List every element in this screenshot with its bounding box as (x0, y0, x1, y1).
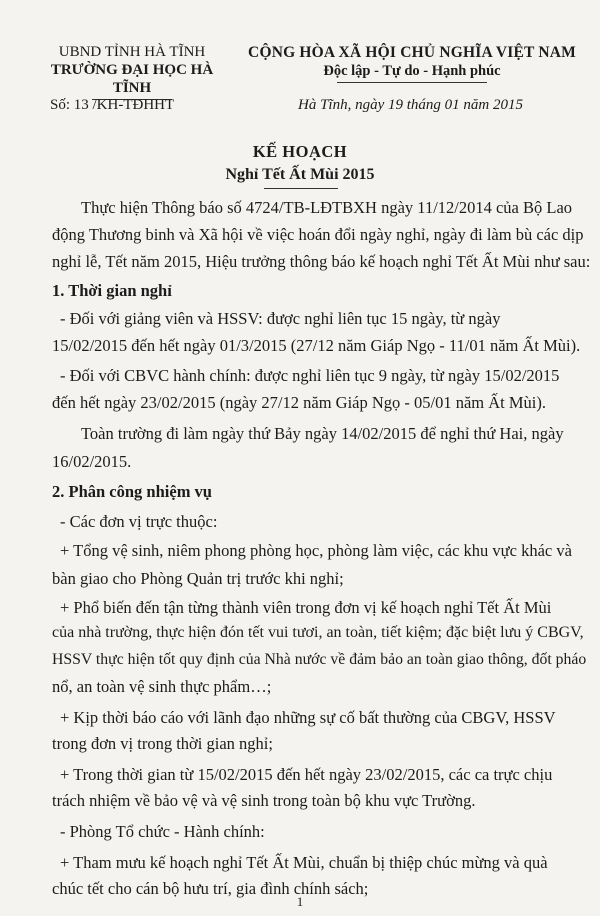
body-line: 15/02/2015 đến hết ngày 01/3/2015 (27/12 năm Giáp Ngọ - 11/01 năm Ất Mùi). (52, 336, 581, 355)
body-line: 16/02/2015. (52, 452, 132, 471)
national-motto (244, 44, 580, 83)
body-line: + Tham mưu kế hoạch nghỉ Tết Ất Mùi, chuẩn bị thiệp chúc mừng và quà (60, 853, 548, 872)
issuing-organization (32, 44, 232, 100)
body-line: Thực hiện Thông báo số 4724/TB-LĐTBXH ngày 11/12/2014 của Bộ Lao (81, 198, 573, 217)
body-line: bàn giao cho Phòng Quản trị trước khi nghỉ; (52, 569, 344, 588)
body-line: HSSV thực hiện tốt quy định của Nhà nước về đảm bảo an toàn giao thông, đốt pháo (52, 651, 587, 668)
org-province: UBND TỈNH HÀ TĨNH (58, 44, 206, 60)
nation-name: CỘNG HÒA XÃ HỘI CHỦ NGHĨA VIỆT NAM (248, 44, 576, 61)
section-heading-2: 2. Phân công nhiệm vụ (52, 482, 212, 501)
motto: Độc lập - Tự do - Hạnh phúc (323, 63, 501, 79)
section-heading-1: 1. Thời gian nghỉ (52, 281, 172, 300)
body-line: trong đơn vị trong thời gian nghỉ; (52, 734, 273, 753)
document-number: Số: 13 /KH-TĐHHT (50, 97, 175, 113)
body-line: Toàn trường đi làm ngày thứ Bảy ngày 14/02/2015 để nghỉ thứ Hai, ngày (81, 424, 564, 443)
body-line: - Đối với CBVC hành chính: được nghỉ liên tục 9 ngày, từ ngày 15/02/2015 (60, 366, 560, 385)
body-line: của nhà trường, thực hiện đón tết vui tươi, an toàn, tiết kiệm; đặc biệt lưu ý CBGV, (52, 624, 584, 641)
body-line: trách nhiệm về bảo vệ và vệ sinh trong toàn bộ khu vực Trường. (52, 791, 476, 810)
org-school: TRƯỜNG ĐẠI HỌC HÀ TĨNH (50, 62, 214, 96)
body-line: + Phổ biến đến tận từng thành viên trong đơn vị kế hoạch nghỉ Tết Ất Mùi (60, 598, 552, 617)
body-line: chúc tết cho cán bộ hưu trí, gia đình chính sách; (52, 879, 369, 898)
body-line: nghỉ lễ, Tết năm 2015, Hiệu trưởng thông báo kế hoạch nghỉ Tết Ất Mùi như sau: (52, 252, 591, 271)
body-line: - Các đơn vị trực thuộc: (60, 512, 218, 531)
title-underline (264, 188, 338, 189)
body-line: - Phòng Tổ chức - Hành chính: (60, 822, 265, 841)
document-title: KẾ HOẠCH (252, 142, 348, 161)
body-line: + Kịp thời báo cáo với lãnh đạo những sự cố bất thường của CBGV, HSSV (60, 708, 556, 727)
body-line: + Tổng vệ sinh, niêm phong phòng học, phòng làm việc, các khu vực khác và (60, 541, 572, 560)
place-and-date: Hà Tĩnh, ngày 19 tháng 01 năm 2015 (298, 97, 523, 113)
motto-underline (337, 82, 487, 83)
body-line: đến hết ngày 23/02/2015 (ngày 27/12 năm Giáp Ngọ - 05/01 năm Ất Mùi). (52, 393, 547, 412)
body-line: nổ, an toàn vệ sinh thực phẩm…; (52, 677, 272, 696)
body-line: động Thương binh và Xã hội về việc hoán đổi ngày nghỉ, ngày đi làm bù các dịp (52, 225, 584, 244)
page-number: 1 (296, 894, 304, 909)
body-line: + Trong thời gian từ 15/02/2015 đến hết ngày 23/02/2015, các ca trực chịu (60, 765, 553, 784)
document-subtitle: Nghỉ Tết Ất Mùi 2015 (225, 166, 375, 183)
body-line: - Đối với giảng viên và HSSV: được nghỉ liên tục 15 ngày, từ ngày (60, 309, 501, 328)
